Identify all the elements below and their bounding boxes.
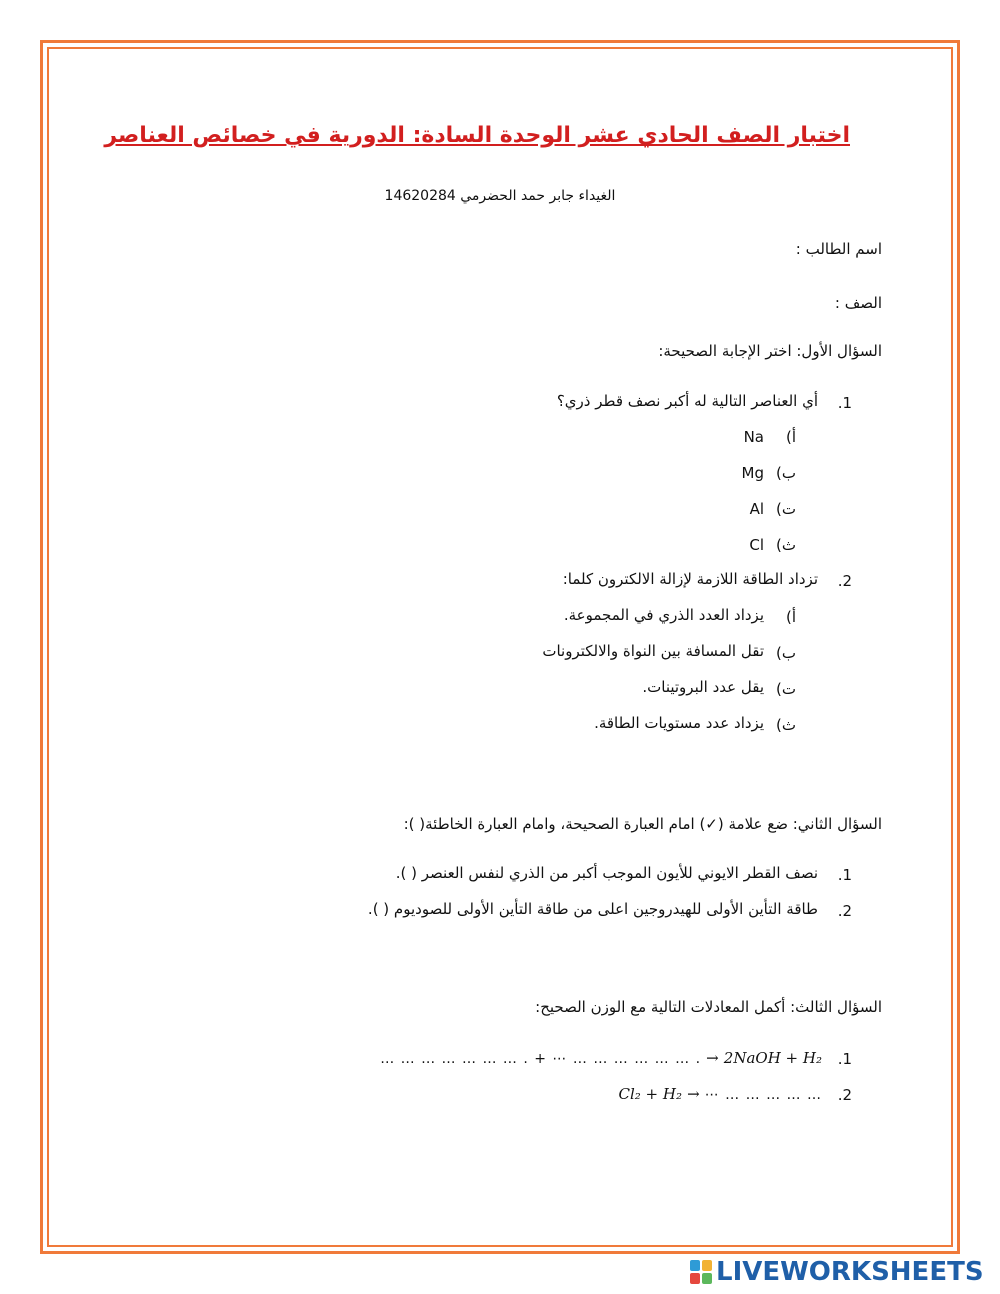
q1-item2-option-text[interactable]: يزداد عدد مستويات الطاقة. [594, 714, 764, 732]
liveworksheets-logo-icon [690, 1260, 712, 1284]
q2-statement[interactable]: نصف القطر الايوني للأيون الموجب أكبر من الذري لنفس العنصر ( ). [395, 864, 818, 882]
worksheet-title: اختبار الصف الحادي عشر الوحدة السادة: الدورية في خصائص العناصر [104, 123, 850, 148]
equation-1-arrow: → [706, 1049, 719, 1067]
q1-heading: السؤال الأول: اختر الإجابة الصحيحة: [658, 342, 882, 360]
equation-1-blank[interactable]: … … … … … … … . + ⋯ … … … … … … . [380, 1051, 702, 1067]
equation-2-arrow: → [687, 1085, 700, 1103]
q1-item1-text: أي العناصر التالية له أكبر نصف قطر ذري؟ [556, 392, 818, 410]
q1-item2-option-text[interactable]: تقل المسافة بين النواة والالكترونات [542, 642, 764, 660]
q1-item2-option-text[interactable]: يقل عدد البروتينات. [642, 678, 764, 696]
q1-item1-option-text[interactable]: Al [749, 500, 764, 518]
q1-item2-option-text[interactable]: يزداد العدد الذري في المجموعة. [563, 606, 764, 624]
q3-item-number: .1 [837, 1050, 852, 1068]
q1-item1-option-text[interactable]: Na [743, 428, 764, 446]
equation-2-blank[interactable]: ⋯ … … … … … [704, 1087, 822, 1103]
equation-1-products: 2NaOH + H₂ [723, 1049, 822, 1067]
student-name-label: اسم الطالب : [795, 240, 882, 258]
q1-item1-option-letter: ب) [776, 464, 796, 482]
q1-item1-option-text[interactable]: Mg [741, 464, 764, 482]
q1-item1-option-letter: ث) [776, 536, 796, 554]
q1-item1-option-text[interactable]: Cl [749, 536, 764, 554]
q1-item2-option-letter: ت) [776, 680, 796, 698]
liveworksheets-logo [690, 1257, 984, 1287]
q2-item-number: .2 [837, 902, 852, 920]
page-border-inner [47, 47, 953, 1247]
class-label: الصف : [834, 294, 882, 312]
q2-heading: السؤال الثاني: ضع علامة (✓) امام العبارة الصحيحة، وامام العبارة الخاطئة( ): [403, 815, 882, 833]
q1-item2-option-letter: أ) [785, 608, 796, 626]
q3-item-number: .2 [837, 1086, 852, 1104]
equation-2-reactants: Cl₂ + H₂ [618, 1085, 682, 1103]
q2-statement[interactable]: طاقة التأين الأولى للهيدروجين اعلى من طاقة التأين الأولى للصوديوم ( ). [367, 900, 818, 918]
q1-item2-option-letter: ب) [776, 644, 796, 662]
q3-heading: السؤال الثالث: أكمل المعادلات التالية مع الوزن الصحيح: [535, 998, 882, 1016]
q1-item2-number: .2 [837, 572, 852, 590]
q1-item1-option-letter: ت) [776, 500, 796, 518]
q1-item2-option-letter: ث) [776, 716, 796, 734]
q1-item2-text: تزداد الطاقة اللازمة لإزالة الالكترون كلما: [562, 570, 818, 588]
liveworksheets-logo-text: LIVEWORKSHEETS [716, 1257, 984, 1287]
equation-1 [380, 1048, 822, 1067]
q1-item1-number: .1 [837, 394, 852, 412]
author-line: الغيداء جابر حمد الحضرمي 14620284 [384, 188, 616, 204]
q2-item-number: .1 [837, 866, 852, 884]
q1-item1-option-letter: أ) [785, 428, 796, 446]
equation-2 [618, 1084, 822, 1103]
